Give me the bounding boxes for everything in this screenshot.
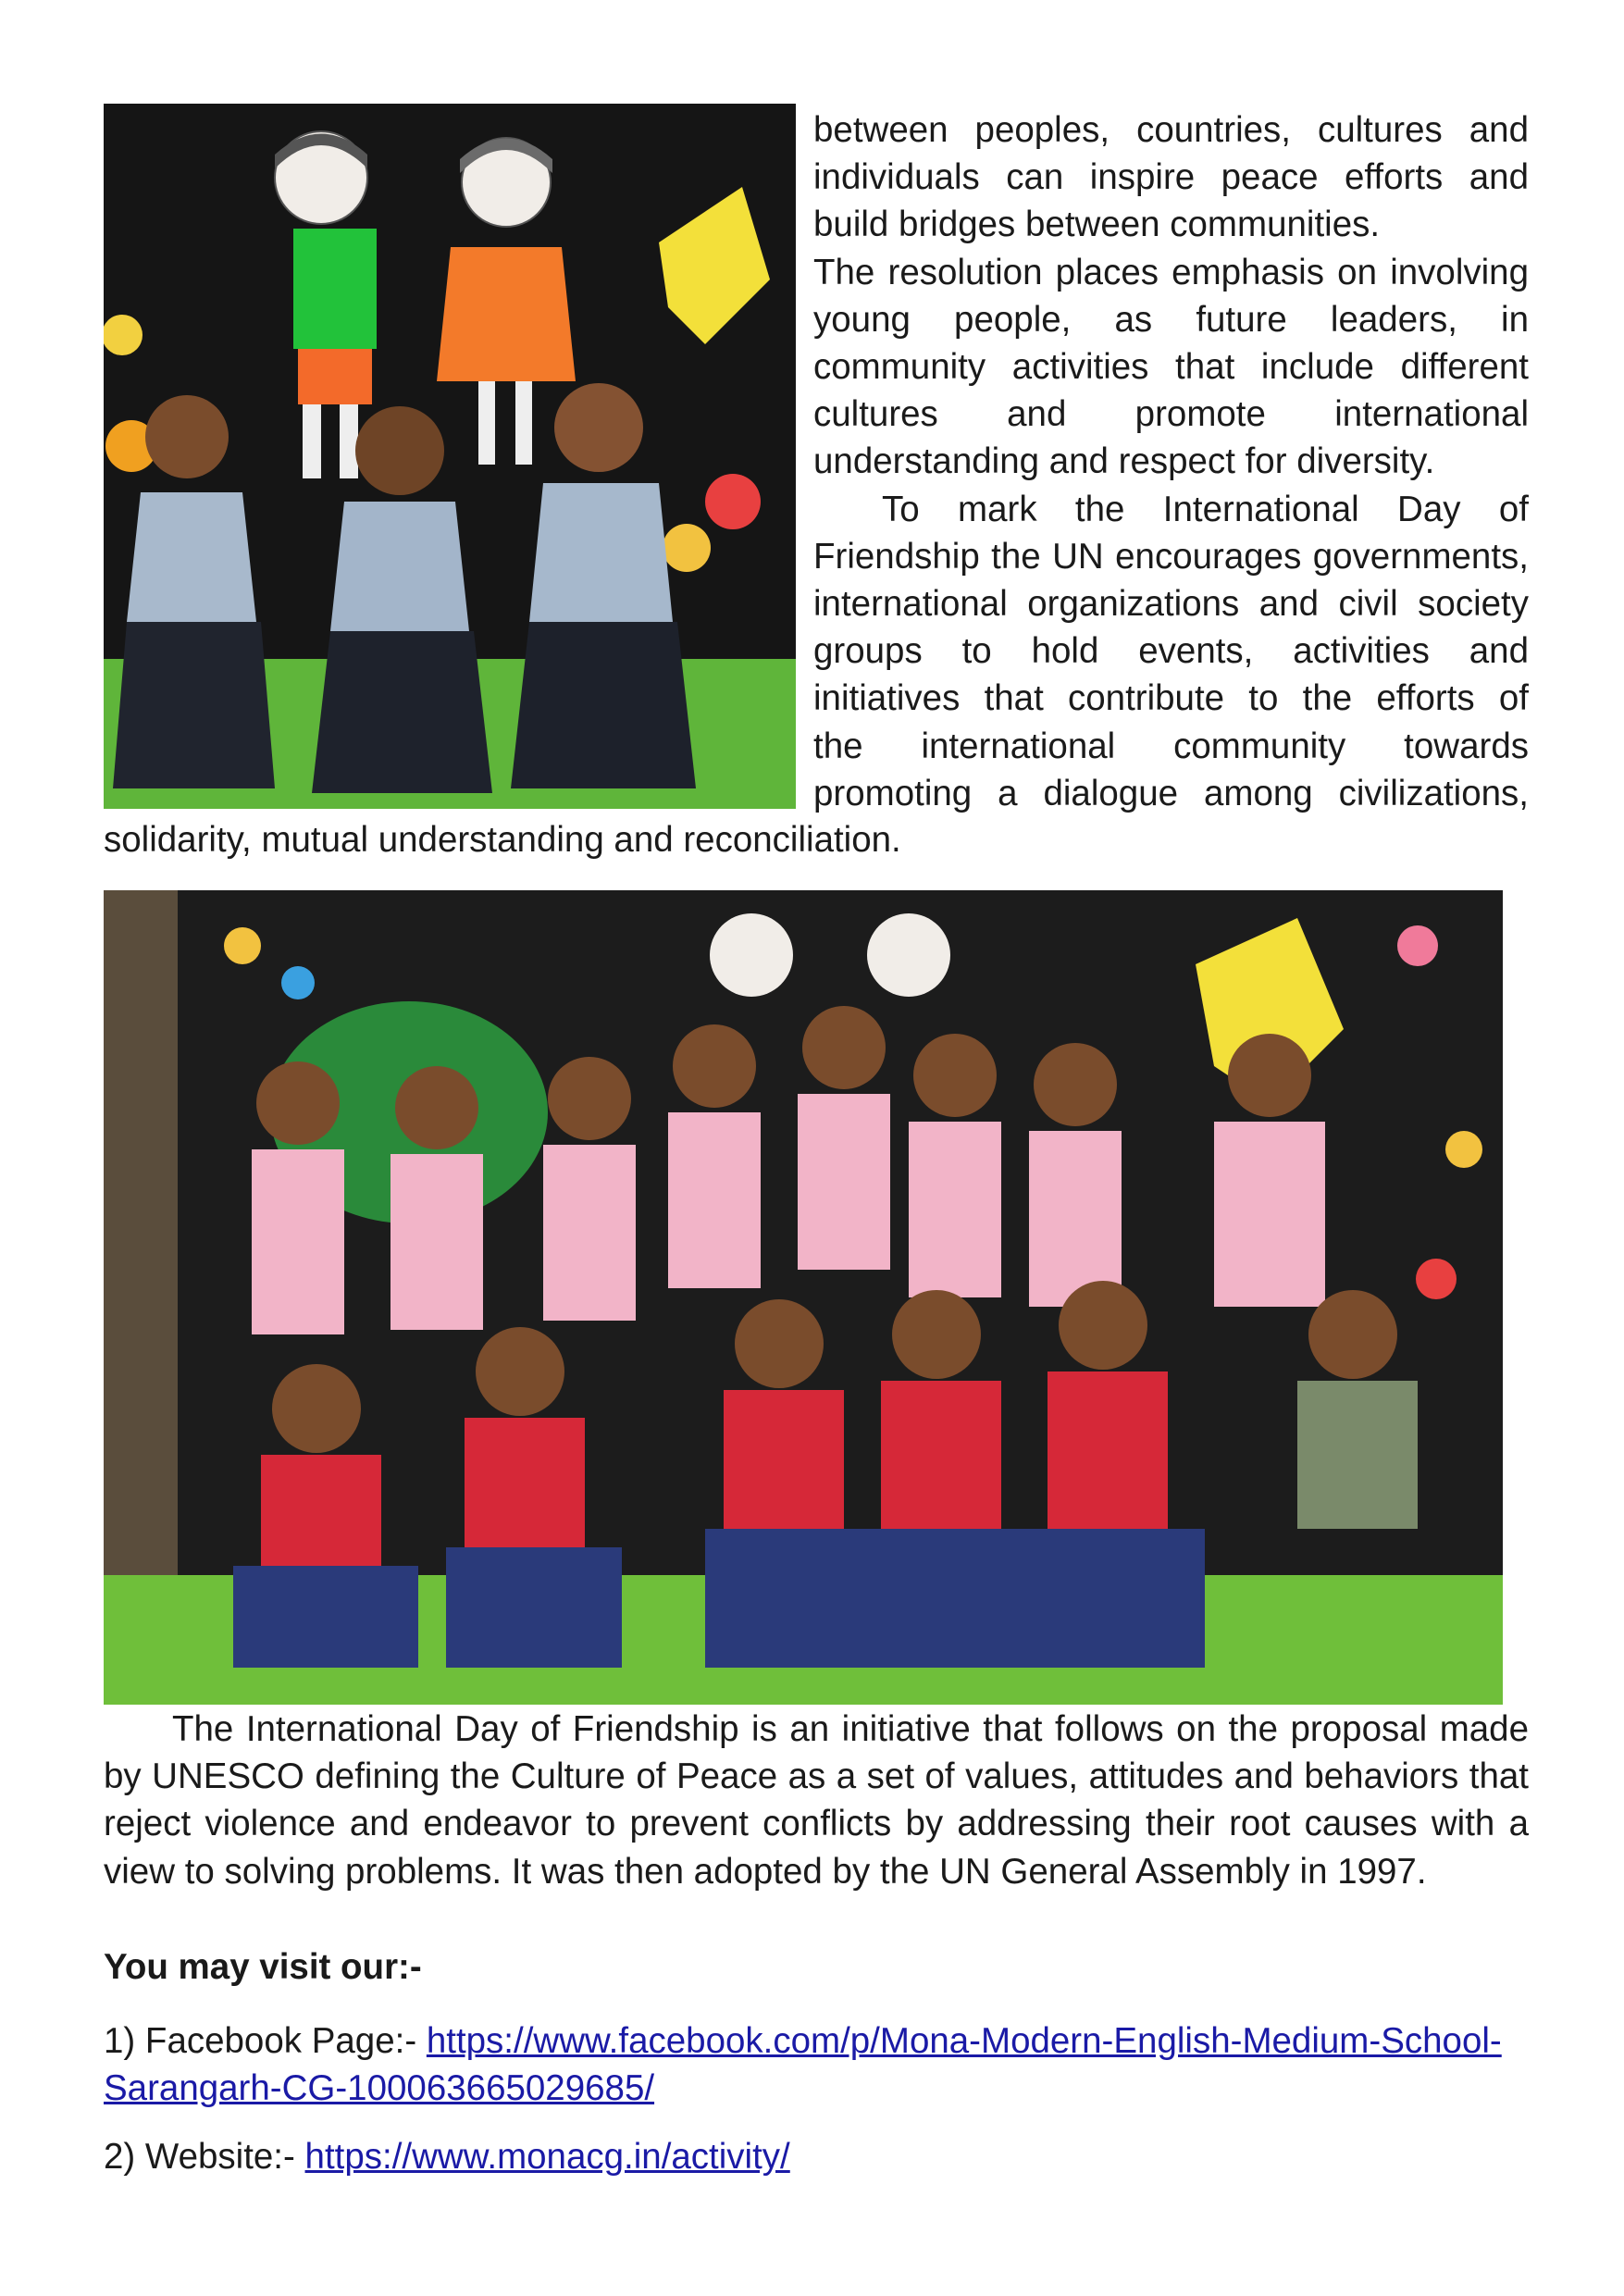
website-label: 2) Website:- xyxy=(104,2137,305,2177)
kindergarten-group-photo-image xyxy=(104,890,1503,1705)
facebook-link-part1[interactable]: https://www.facebook.com/p/Mona-Modern-English-Medium-School- xyxy=(426,2021,1502,2061)
friendship-paragraph-1 xyxy=(813,106,1529,817)
children-craft-photo-image xyxy=(104,104,796,809)
text-line: between peoples, countries, cultures and xyxy=(813,110,1529,150)
facebook-line xyxy=(104,2017,1529,2112)
text-line: individuals can inspire peace efforts and xyxy=(813,157,1529,198)
text-line: by UNESCO defining the Culture of Peace as a set of values, attitudes and behaviors that xyxy=(104,1756,1529,1797)
text-line: reject violence and endeavor to prevent conflicts by addressing their root causes with a xyxy=(104,1804,1529,1844)
friendship-paragraph-2 xyxy=(104,1706,1529,1895)
text-line: The resolution places emphasis on involving xyxy=(813,252,1529,292)
facebook-link-part2[interactable]: Sarangarh-CG-100063665029685/ xyxy=(104,2068,655,2109)
text-line: young people, as future leaders, in xyxy=(813,299,1529,340)
facebook-line-row xyxy=(104,2017,1529,2065)
top-photo xyxy=(104,104,796,809)
facebook-label: 1) Facebook Page:- xyxy=(104,2021,427,2061)
visit-heading: You may visit our:- xyxy=(104,1947,422,1987)
friendship-paragraph-1-tail xyxy=(104,816,1529,863)
text-line: build bridges between communities. xyxy=(813,205,1381,245)
website-line xyxy=(104,2133,790,2180)
group-photo xyxy=(104,890,1503,1705)
text-line: The International Day of Friendship is an initiative that follows on the proposal made xyxy=(172,1709,1529,1749)
text-line: community activities that include different xyxy=(813,347,1529,388)
text-line: cultures and promote international xyxy=(813,394,1529,435)
text-line: promoting a dialogue among civilizations, xyxy=(813,773,1529,813)
text-line: view to solving problems. It was then adopted by the UN General Assembly in 1997. xyxy=(104,1851,1427,1892)
text-line: international organizations and civil society xyxy=(813,584,1529,625)
text-line: initiatives that contribute to the efforts of xyxy=(813,678,1529,719)
text-line: To mark the International Day of xyxy=(882,489,1529,529)
website-link[interactable]: https://www.monacg.in/activity/ xyxy=(304,2137,790,2177)
text-line: groups to hold events, activities and xyxy=(813,631,1529,672)
text-line: solidarity, mutual understanding and reconciliation. xyxy=(104,820,901,860)
facebook-line-row xyxy=(104,2065,1529,2112)
text-line: the international community towards xyxy=(813,726,1529,766)
text-line: Friendship the UN encourages governments, xyxy=(813,536,1529,577)
text-line: understanding and respect for diversity. xyxy=(813,441,1435,482)
